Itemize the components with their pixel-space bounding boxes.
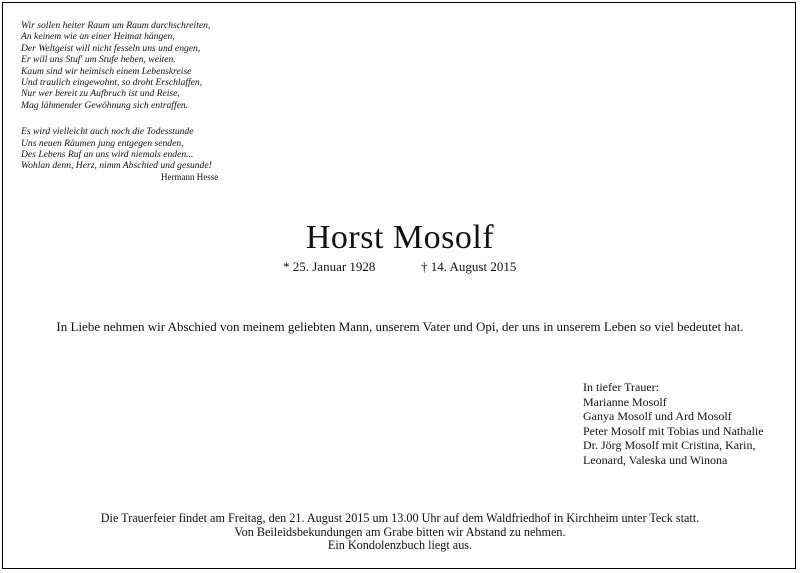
- poem-line: Er will uns Stuf' um Stufe heben, weiten.: [21, 54, 176, 66]
- funeral-notice-line: Von Beileidsbekundungen am Grabe bitten wir Abstand zu nehmen.: [234, 524, 566, 539]
- funeral-notice-line: Ein Kondolenzbuch liegt aus.: [327, 538, 473, 553]
- poem-line: Wir sollen heiter Raum um Raum durchschreiten,: [21, 20, 211, 31]
- poem-stanza-1: [21, 20, 281, 111]
- tribute-text: In Liebe nehmen wir Abschied von meinem geliebten Mann, unserem Vater und Opi, der uns in unserem Leben so viel bedeutet hat.: [56, 319, 744, 334]
- mourner-line: Leonard, Valeska und Winona: [583, 452, 728, 467]
- poem-line: Wohlan denn, Herz, nimm Abschied und gesunde!: [21, 160, 212, 172]
- poem-line: Nur wer bereit zu Aufbruch ist und Reise,: [21, 88, 180, 100]
- poem-line: Mag lähmender Gewöhnung sich entraffen.: [21, 99, 189, 111]
- mourners-list: [583, 380, 793, 468]
- poem-line: An keinem wie an einer Heimat hängen,: [21, 31, 175, 43]
- mourner-line: Dr. Jörg Mosolf mit Cristina, Karin,: [583, 438, 756, 453]
- poem-line: Und traulich eingewohnt, so droht Erschlaffen,: [21, 77, 203, 89]
- funeral-notice: [0, 512, 800, 553]
- mourners-heading: In tiefer Trauer:: [583, 380, 659, 394]
- poem-line: Der Weltgeist will nicht fesseln uns und engen,: [21, 42, 201, 54]
- poem-stanza-2: [21, 126, 281, 183]
- death-date: † 14. August 2015: [421, 259, 517, 274]
- poem-line: Des Lebens Ruf an uns wird niemals enden...: [21, 149, 194, 161]
- deceased-name: Horst Mosolf: [305, 219, 495, 256]
- mourner-line: Marianne Mosolf: [583, 394, 667, 409]
- poem-line: Kaum sind wir heimisch einem Lebenskreise: [21, 65, 192, 77]
- poem-line: Es wird vielleicht auch noch die Todesstunde: [21, 126, 194, 138]
- birth-date: * 25. Januar 1928: [283, 259, 376, 274]
- mourner-line: Peter Mosolf mit Tobias und Nathalie: [583, 423, 764, 438]
- poem-line: Uns neuen Räumen jung entgegen senden,: [21, 137, 184, 149]
- poem: [21, 20, 281, 183]
- mourner-line: Ganya Mosolf und Ard Mosolf: [583, 409, 732, 424]
- funeral-notice-line: Die Trauerfeier findet am Freitag, den 21. August 2015 um 13.00 Uhr auf dem Waldfriedhof in Kirchheim unter Teck statt.: [100, 511, 700, 525]
- poem-author: Hermann Hesse: [161, 171, 219, 182]
